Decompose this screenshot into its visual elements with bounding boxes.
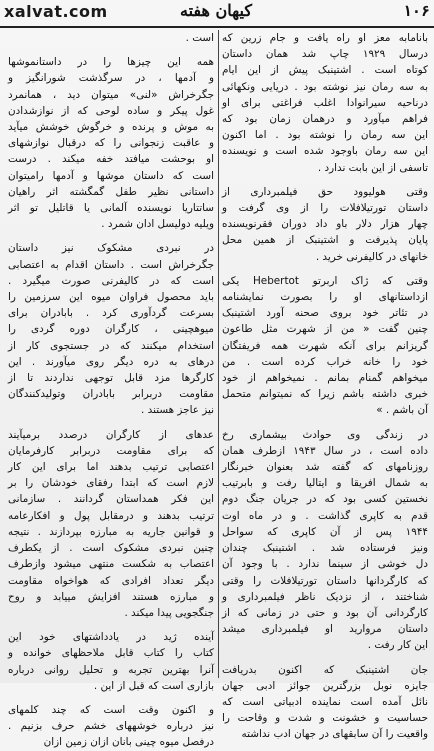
paragraph bbox=[8, 30, 214, 46]
text-line: آنرا بهترین تجربه و تحلیل روانی درباره bbox=[8, 663, 214, 676]
left-text-column bbox=[8, 30, 214, 749]
paragraph-gap bbox=[8, 419, 214, 427]
text-line: وقتی هولیوود حق فیلمبرداری از bbox=[222, 185, 428, 198]
text-line: بانامابه معز او راه یافت و جام زرین که bbox=[222, 32, 428, 44]
paragraph-gap bbox=[222, 654, 428, 662]
text-line: به شمال افریقا و ایتالیا رفت و بابرتیب bbox=[222, 477, 428, 490]
text-line: تاسفی از این بابت ندارد . bbox=[317, 161, 428, 174]
paragraph bbox=[8, 54, 214, 232]
paragraph bbox=[222, 30, 428, 176]
text-line: و مبارزه هستند افزایش مییابد و روح bbox=[8, 590, 214, 603]
text-line: بسرعت گردآوری کرد . بابادران برای bbox=[8, 307, 214, 320]
text-line: جگرخراش است . داستان اقدام به اعتصابی bbox=[8, 258, 214, 271]
text-line: درناحیه سیرانوادا اغلب فراغتی برای او bbox=[222, 96, 428, 109]
text-line: نیز درباره خوشههای خشم حرف بزنیم . bbox=[8, 720, 214, 733]
magazine-title: کیهان هفته bbox=[180, 1, 252, 20]
text-line: کتاب را کتاب قابل ملاحظهای خوانده و bbox=[8, 647, 214, 660]
text-line: داستانی نظیر طفل گمگشته اثر راهیان bbox=[8, 185, 214, 198]
paragraph bbox=[222, 662, 428, 743]
right-text-column bbox=[222, 30, 428, 741]
text-line: کوتاه است . اشتینبک پیش از این ایام bbox=[222, 64, 428, 77]
paragraph-gap bbox=[222, 265, 428, 273]
paragraph bbox=[8, 240, 214, 418]
paragraph-gap bbox=[8, 694, 214, 702]
paragraph bbox=[222, 184, 428, 265]
text-line: فراهم میآورد و درهمان زمان بود که bbox=[222, 113, 428, 126]
text-line: استخدام میکنند که در جستجوی کار از bbox=[8, 339, 214, 352]
paragraph bbox=[8, 629, 214, 694]
text-line: میخواهم گمنام بمانم . نمیخواهم از خود bbox=[222, 372, 428, 385]
text-line: جگرخراش «لنی» میتوان دید ، همانمرد bbox=[8, 88, 214, 101]
text-line: است . bbox=[185, 32, 214, 44]
text-line: درسال ۱۹۲۹ چاپ شد همان داستان bbox=[222, 48, 428, 61]
text-line: کارگرها مزد قابل توجهی نداردند تا از bbox=[8, 372, 214, 385]
text-line: خانهای در کالیفرنی خرید . bbox=[315, 250, 428, 263]
text-line: ویلیه دولیسل ادان شمرد . bbox=[101, 218, 214, 231]
text-line: جنگجویی پیدا میکند . bbox=[124, 606, 214, 619]
text-line: درفصل میوه چینی بانان ازان زمین ازان bbox=[43, 736, 214, 749]
paragraph bbox=[222, 427, 428, 654]
column-divider bbox=[218, 30, 219, 678]
text-line: جان اشتینبک که اکنون بدریافت bbox=[222, 663, 428, 676]
text-line: در تئاتر خود بروی صحنه آورد اشتینبک bbox=[222, 307, 428, 320]
text-line: باید محصول فراوان میوه این سرزمین را bbox=[8, 291, 214, 304]
text-line: این فکر همداستان گردانند . سازمانی bbox=[8, 493, 214, 506]
text-line: نیز عاجز هستند . bbox=[141, 404, 214, 417]
text-line: او بوحشت میافتد خفه میکند . درست bbox=[8, 153, 214, 166]
text-line: کارگردانی آن بود و حتی در زمانی که از bbox=[222, 606, 428, 619]
text-line: و اکنون وقت است که چند کلمهای bbox=[8, 703, 214, 716]
text-line: چهار هزار دلار باو داد دوران فقرنویسنده bbox=[222, 218, 428, 231]
text-line: به موش و پرنده و خرگوش خوشش میآید bbox=[8, 121, 214, 134]
page-number: ۱۰۶ bbox=[402, 2, 430, 20]
text-line: قدم به کاپری گذاشت . و در ماه اوت bbox=[222, 509, 428, 522]
text-line: که برای مقاومت دربرابر کارفرمایان bbox=[8, 444, 214, 457]
text-line: ازداستانهای او را بصورت نمایشنامه bbox=[222, 291, 428, 304]
text-line: غول پیکر و ساده لوحی که از نوازشدادن bbox=[8, 104, 214, 117]
text-line: آن باشم . » bbox=[376, 404, 428, 417]
text-line: این سه رمان را نوشته بود . اما اکنون bbox=[222, 129, 428, 142]
text-line: است که در کالیفرنی صورت میگیرد . bbox=[8, 274, 214, 287]
text-line: پایان پذیرفت و اشتینبک از همین محل bbox=[222, 234, 428, 247]
text-line: این سه رمان باوجود شده است و نویسنده bbox=[222, 145, 428, 158]
text-line: ترتیب بدهند و درمقابل پول و افکارعامه bbox=[8, 509, 214, 522]
text-line: داده است ، در سال ۱۹۴۳ ازطرف همان bbox=[222, 444, 428, 457]
paragraph bbox=[8, 427, 214, 621]
text-line: خود را خانه خراب کرده است . من bbox=[222, 355, 428, 368]
site-watermark: xalvat.com bbox=[4, 2, 108, 21]
text-line: در نبردی مشکوک نیز داستان bbox=[8, 242, 214, 255]
text-line: اعتصاب به شکست منتهی میشود وازطرف bbox=[8, 558, 214, 571]
paragraph-gap bbox=[8, 232, 214, 240]
text-line: ۱۹۴۴ پس از آن کاپری که سواحل bbox=[222, 525, 428, 538]
text-line: و قوانین جاریه به مبارزه بپردازند . نتیجه bbox=[8, 525, 214, 538]
paragraph-gap bbox=[222, 176, 428, 184]
text-line: واقعیت را آن سابقهای در جهان ادب نداشته bbox=[241, 728, 428, 741]
text-line: و آدمها ، در سرگذشت شورانگیز و bbox=[8, 72, 214, 85]
text-line: عدهای از کارگران درصدد برمیآیند bbox=[8, 428, 214, 441]
text-line: ساتتاریا نویسنده آلمانی یا قاتلیل تو اثر bbox=[8, 202, 214, 215]
text-line: ونیز فرستاده شد . اشتینبک چندان bbox=[222, 542, 428, 555]
paragraph bbox=[8, 702, 214, 751]
page-header bbox=[0, 0, 434, 28]
text-line: و عاقبت زنجوانی را که درقبال نوازشهای bbox=[8, 137, 214, 150]
text-line: داستان مروارید او فیلمبرداری میشد bbox=[222, 623, 428, 636]
paragraph-gap bbox=[222, 419, 428, 427]
text-line: دیگر تعداد افرادی که هواخواه مقاومت bbox=[8, 574, 214, 587]
text-line: نائل آمده است نماینده ادبیاتی است که bbox=[222, 695, 428, 708]
text-line: این کار رفت . bbox=[367, 639, 428, 652]
text-line: آینده ژید در یادداشتهای خود این bbox=[8, 631, 214, 644]
text-line: که کارگردانها داستان تورتیلافلات را وقتی bbox=[222, 574, 428, 587]
paragraph-gap bbox=[8, 621, 214, 629]
text-line: همه این چیزها را در داستانموشها bbox=[8, 56, 214, 69]
text-line: درهای به دره دیگر روی میآورند . این bbox=[8, 355, 214, 368]
text-line: میوهچینی ، کارگران دوره گردی را bbox=[8, 323, 214, 336]
text-line: نخستین کسی بود که در جریان جنگ دوم bbox=[222, 493, 428, 506]
paragraph bbox=[222, 273, 428, 419]
text-line: اعتصابی ترتیب بدهند اما برای این کار bbox=[8, 461, 214, 474]
text-line: داستان تورتیلافلات را از وی گرفت و bbox=[222, 202, 428, 215]
text-line: چنین گفت « من از شهرت مثل طاعون bbox=[222, 323, 428, 336]
text-line: گریزانم برای آنکه شهرت همه فریفتگان bbox=[222, 339, 428, 352]
paragraph-gap bbox=[8, 46, 214, 54]
text-line: روزنامهای که گفته شد بعنوان خبرنگار bbox=[222, 461, 428, 474]
text-line: شناختند ، از نزدیک ناظر فیلمبرداری و bbox=[222, 590, 428, 603]
text-line: به سه رمان نیز نوشته بود . دریایی ونکهائی bbox=[222, 80, 428, 93]
text-line: خبری داشته باشم زیرا که نمیتوانم متحمل bbox=[222, 388, 428, 401]
text-line: چنین نبردی مشکوک است . از یکطرف bbox=[8, 542, 214, 555]
text-line: وقتی که ژاک اربرتو Hebertot یکی bbox=[222, 274, 428, 287]
text-line: جایزه نوبل بزرگترین جوائز ادبی جهان bbox=[222, 679, 428, 692]
text-line: مقاومت دربرابر بابادران وتولیدکنندگان bbox=[8, 388, 214, 401]
text-line: حساسیت و خشونت و شدت و وقاحت را bbox=[222, 712, 428, 725]
text-line: در زندگی وی حوادث بیشماری رخ bbox=[222, 428, 428, 441]
text-line: بازاری است که قبل از این . bbox=[93, 679, 214, 692]
text-line: دل خوشی از سینما ندارد . با وجود آن bbox=[222, 558, 428, 571]
text-line: لازم است که ابتدا رفقای خودشان را بر bbox=[8, 477, 214, 490]
text-line: است که داستان موشها و آدمها رامیتوان bbox=[8, 169, 214, 182]
